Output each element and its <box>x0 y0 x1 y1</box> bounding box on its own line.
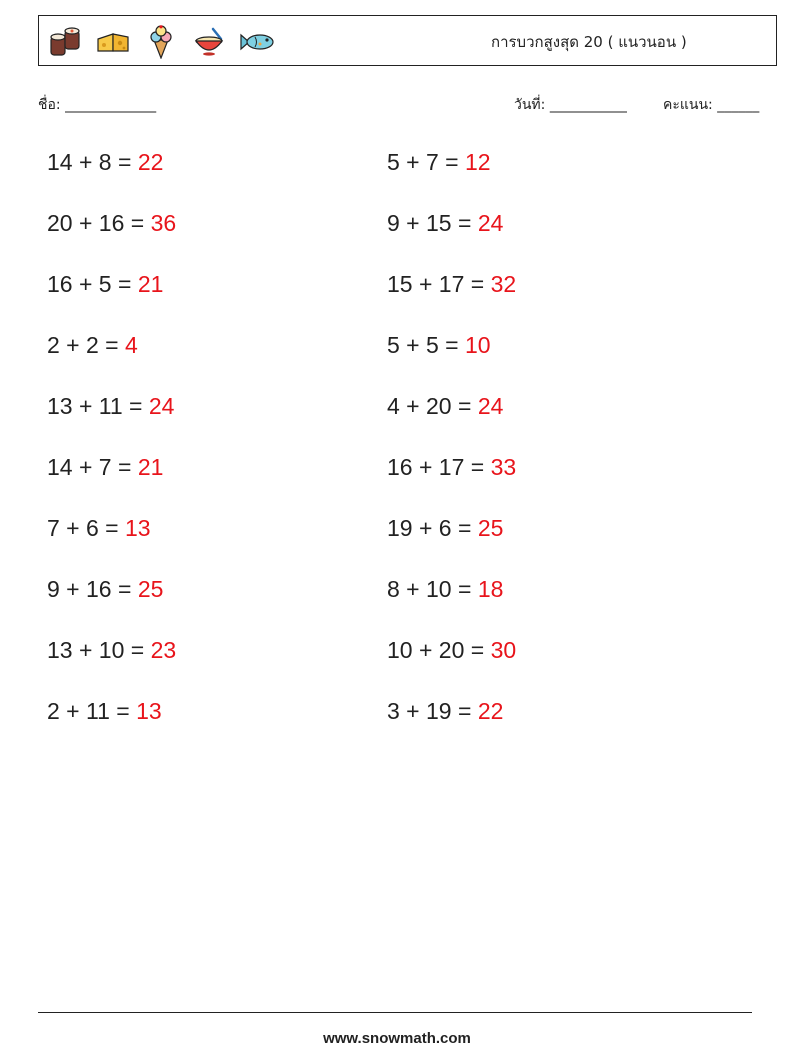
worksheet-title: การบวกสูงสุด 20 ( แนวนอน ) <box>491 33 687 51</box>
problem-answer: 22 <box>477 698 504 724</box>
problem-item <box>387 393 503 420</box>
problem-answer: 23 <box>150 637 177 663</box>
problem-answer: 25 <box>477 515 504 541</box>
problem-question: 4 + 20 = <box>387 393 478 419</box>
problem-question: 9 + 16 = <box>47 576 138 602</box>
problem-answer: 36 <box>150 210 177 236</box>
problem-answer: 4 <box>125 332 138 358</box>
problem-item <box>387 210 503 237</box>
problem-item <box>387 698 503 725</box>
problem-question: 10 + 20 = <box>387 637 491 663</box>
problem-item <box>47 332 138 359</box>
rice-bowl-icon <box>191 25 227 59</box>
name-field-label: ชื่อ: _____________ <box>38 97 157 113</box>
problem-question: 7 + 6 = <box>47 515 126 541</box>
problem-answer: 21 <box>137 271 164 297</box>
problem-item <box>47 576 163 603</box>
ice-cream-icon <box>143 25 179 59</box>
problem-answer: 12 <box>465 149 491 175</box>
worksheet-header <box>38 15 777 66</box>
problem-question: 13 + 11 = <box>47 393 149 419</box>
problem-answer: 30 <box>490 637 517 663</box>
problem-question: 3 + 19 = <box>387 698 478 724</box>
problem-item <box>47 210 176 237</box>
problem-item <box>387 576 503 603</box>
score-field-label: คะแนน: ______ <box>663 97 760 113</box>
problem-question: 5 + 7 = <box>387 149 466 175</box>
problem-item <box>387 637 516 664</box>
footer-site-link[interactable]: www.snowmath.com <box>323 1030 471 1047</box>
footer-divider <box>38 1012 752 1013</box>
problem-question: 19 + 6 = <box>387 515 478 541</box>
problem-answer: 13 <box>125 515 151 541</box>
header-icons <box>47 24 275 60</box>
problem-answer: 22 <box>137 149 164 175</box>
problem-answer: 21 <box>137 454 164 480</box>
problem-question: 14 + 8 = <box>47 149 138 175</box>
problem-question: 2 + 2 = <box>47 332 126 358</box>
problem-question: 2 + 11 = <box>47 698 137 724</box>
date-field-label: วันที่: ___________ <box>514 97 627 113</box>
problem-item <box>47 454 163 481</box>
problem-item <box>47 698 162 725</box>
problem-question: 20 + 16 = <box>47 210 151 236</box>
problem-item <box>47 637 176 664</box>
problem-question: 16 + 5 = <box>47 271 138 297</box>
problem-answer: 13 <box>136 698 162 724</box>
problem-answer: 25 <box>137 576 164 602</box>
problem-answer: 18 <box>477 576 504 602</box>
problem-item <box>47 393 174 420</box>
problem-item <box>387 332 491 359</box>
problem-answer: 24 <box>148 393 175 419</box>
problem-item <box>387 515 503 542</box>
problem-item <box>47 271 163 298</box>
problem-question: 13 + 10 = <box>47 637 151 663</box>
problem-question: 5 + 5 = <box>387 332 466 358</box>
problem-item <box>47 149 163 176</box>
problem-item <box>387 271 516 298</box>
problem-answer: 32 <box>490 271 517 297</box>
cheese-icon <box>95 25 131 59</box>
problem-item <box>47 515 151 542</box>
problem-question: 9 + 15 = <box>387 210 478 236</box>
problem-question: 16 + 17 = <box>387 454 491 480</box>
problem-answer: 10 <box>465 332 491 358</box>
problem-item <box>387 149 491 176</box>
problem-answer: 33 <box>490 454 517 480</box>
problem-question: 8 + 10 = <box>387 576 478 602</box>
problem-answer: 24 <box>477 393 504 419</box>
problem-answer: 24 <box>477 210 504 236</box>
sushi-roll-icon <box>47 25 83 59</box>
problem-item <box>387 454 516 481</box>
problem-question: 14 + 7 = <box>47 454 138 480</box>
problem-question: 15 + 17 = <box>387 271 491 297</box>
fish-icon <box>239 25 275 59</box>
